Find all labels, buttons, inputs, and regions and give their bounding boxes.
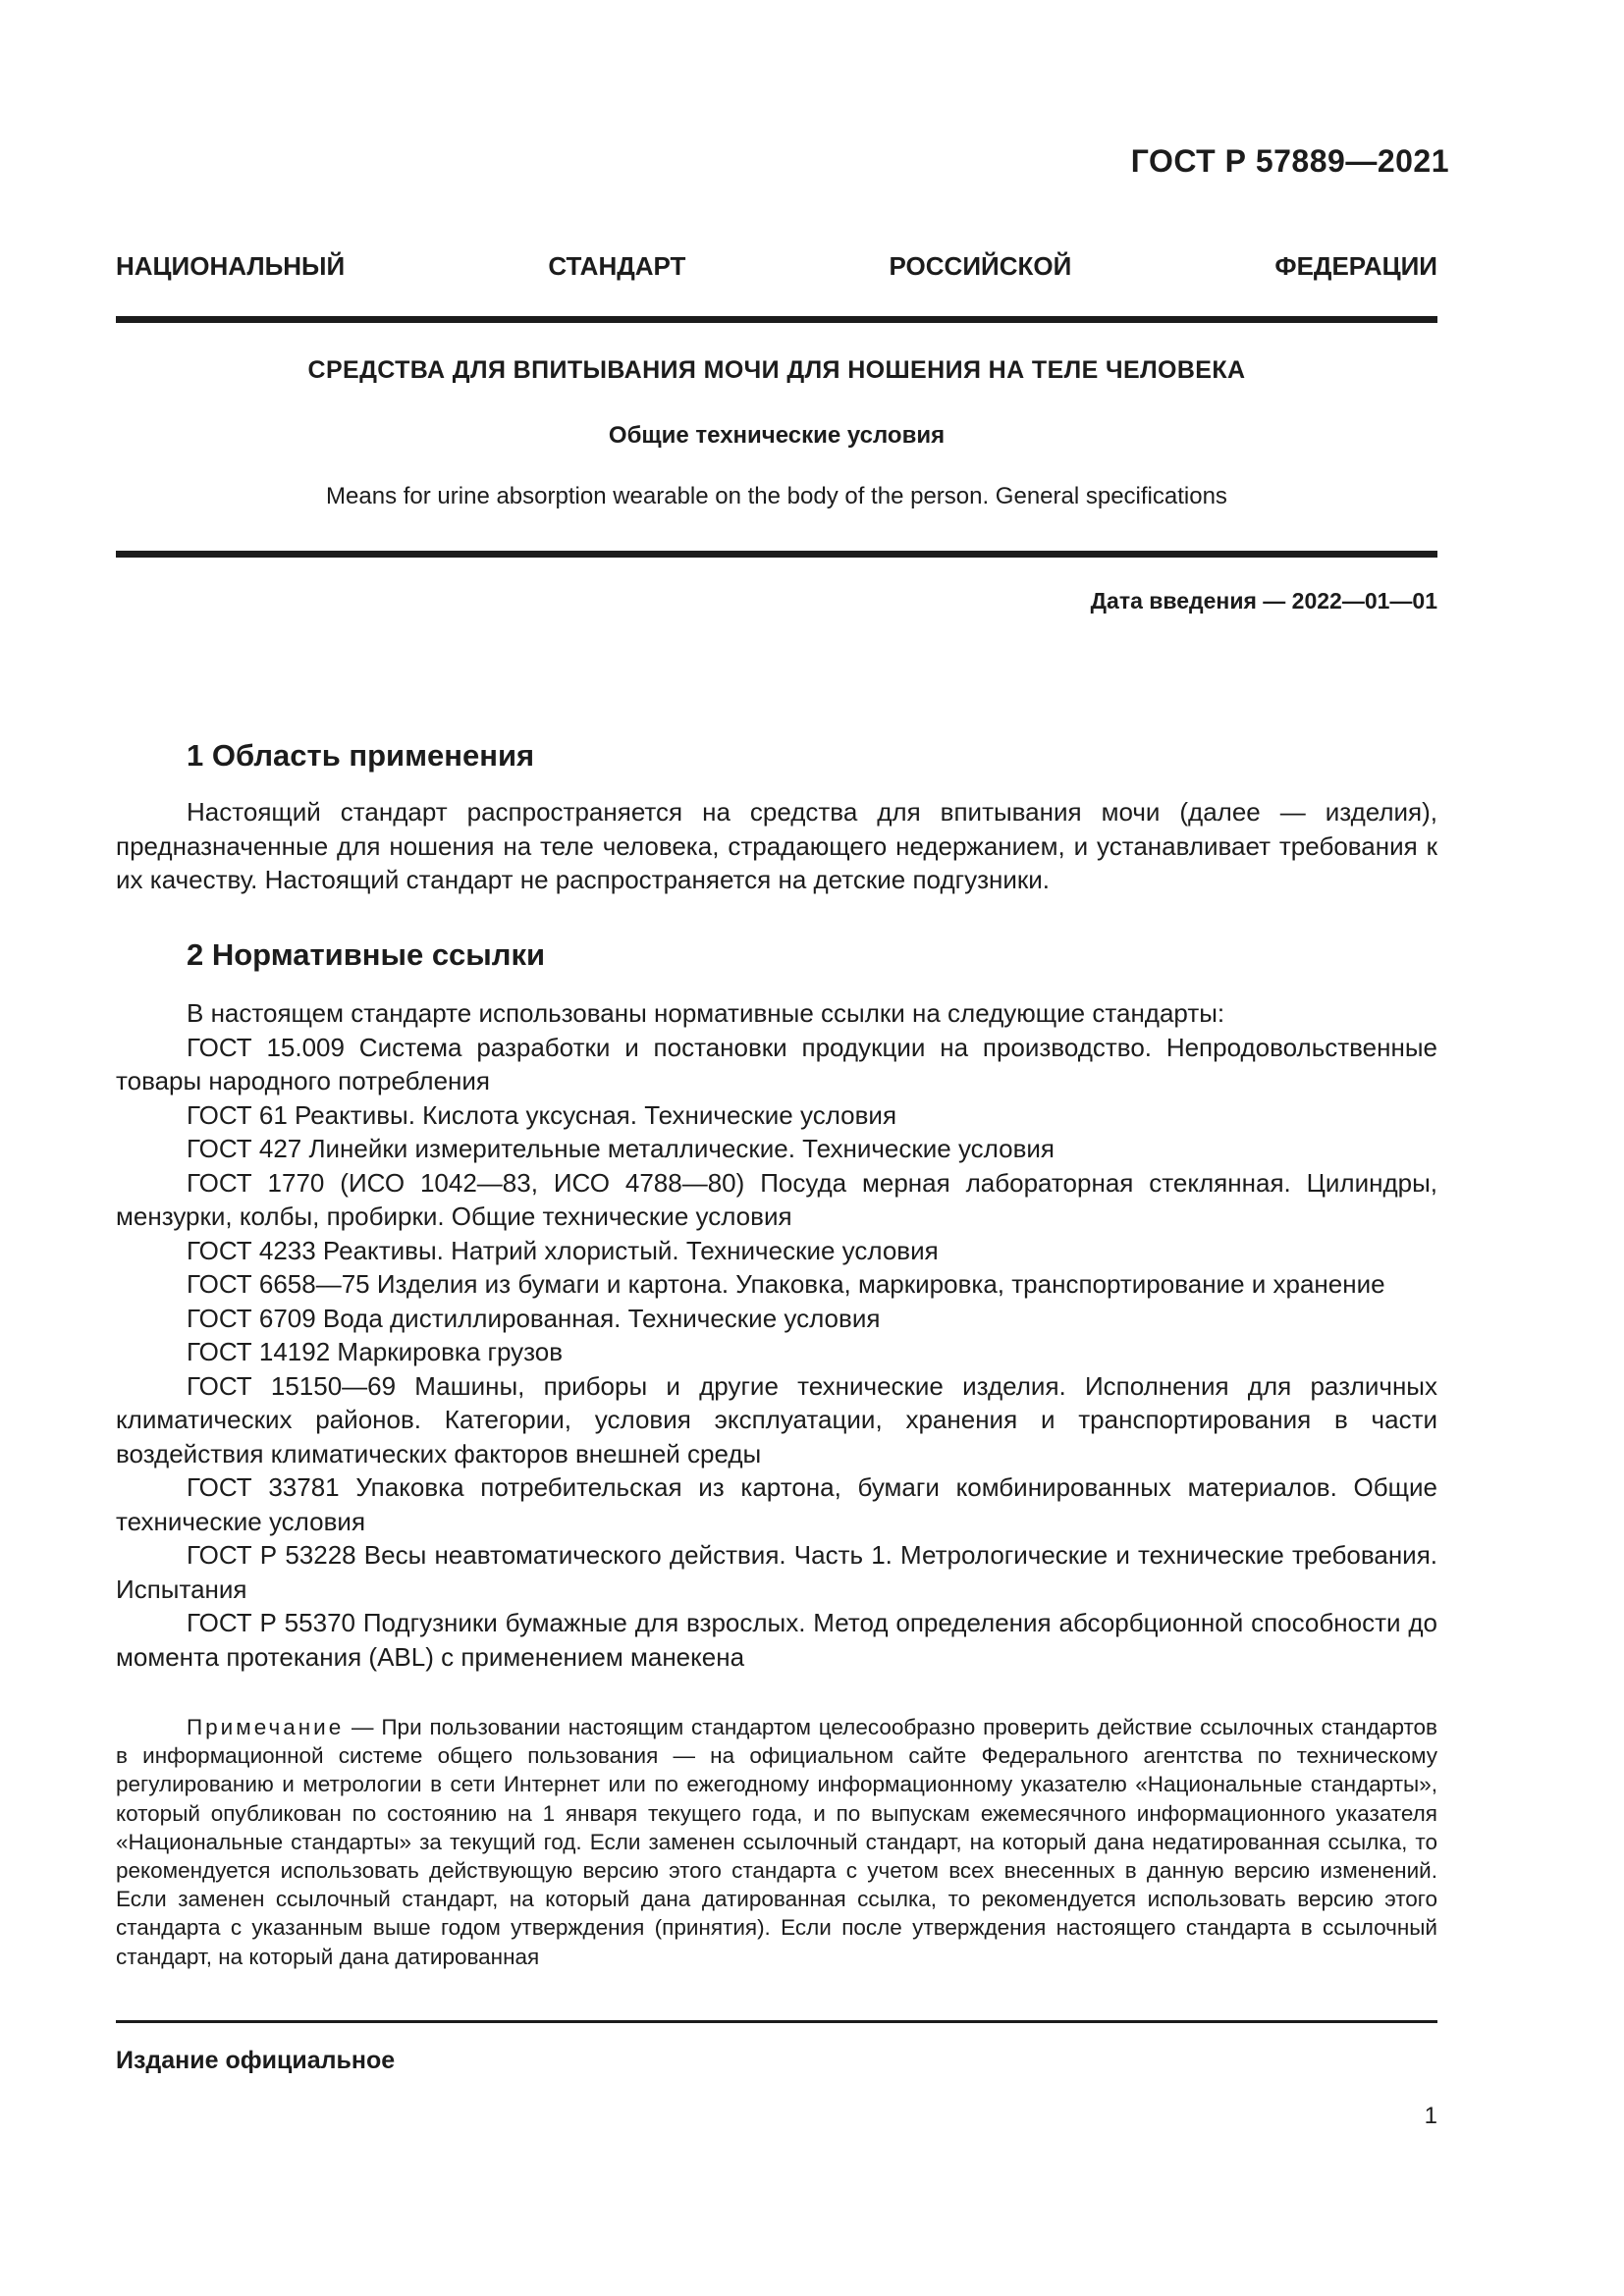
reference-item: ГОСТ Р 53228 Весы неавтоматического действия. Часть 1. Метрологические и технические требования. Испытания bbox=[116, 1540, 1437, 1604]
reference-item: ГОСТ 33781 Упаковка потребительская из картона, бумаги комбинированных материалов. Общие технические условия bbox=[116, 1472, 1437, 1536]
document-title: СРЕДСТВА ДЛЯ ВПИТЫВАНИЯ МОЧИ ДЛЯ НОШЕНИЯ НА ТЕЛЕ ЧЕЛОВЕКА bbox=[307, 356, 1246, 384]
section-1-heading: 1 Область применения bbox=[187, 738, 535, 773]
page-number: 1 bbox=[1424, 2103, 1437, 2129]
banner-word-4: ФЕДЕРАЦИИ bbox=[1274, 251, 1437, 281]
reference-item: ГОСТ 61 Реактивы. Кислота уксусная. Технические условия bbox=[187, 1099, 897, 1130]
section-1-text bbox=[116, 795, 1437, 897]
introduction-date: Дата введения — 2022—01—01 bbox=[1090, 588, 1437, 614]
header-divider bbox=[116, 316, 1437, 323]
banner-word-2: СТАНДАРТ bbox=[548, 251, 686, 281]
official-edition-label: Издание официальное bbox=[116, 2047, 396, 2074]
reference-item: ГОСТ 6658—75 Изделия из бумаги и картона. Упаковка, маркировка, транспортирование и хранение bbox=[187, 1269, 1385, 1299]
section-2-heading: 2 Нормативные ссылки bbox=[187, 937, 546, 972]
national-standard-banner bbox=[116, 251, 1437, 282]
english-title: Means for urine absorption wearable on the body of the person. General specifications bbox=[326, 483, 1227, 509]
reference-item: ГОСТ Р 55370 Подгузники бумажные для взрослых. Метод определения абсорбционной способности до момента протекания (ABL) с применением манекена bbox=[116, 1608, 1437, 1672]
banner-word-3: РОССИЙСКОЙ bbox=[889, 251, 1072, 281]
title-divider bbox=[116, 551, 1437, 558]
references-note bbox=[116, 1713, 1437, 1971]
document-code: ГОСТ Р 57889—2021 bbox=[1130, 143, 1449, 179]
reference-item: ГОСТ 4233 Реактивы. Натрий хлористый. Технические условия bbox=[187, 1235, 939, 1265]
scope-paragraph: Настоящий стандарт распространяется на средства для впитывания мочи (далее — изделия), предназначенные для ношения на теле человека, страдающего недержанием, и устанавливает требования к их качеству. Настоящий стандарт не распространяется на детские подгузники. bbox=[116, 797, 1437, 894]
reference-item: ГОСТ 15.009 Система разработки и постановки продукции на производство. Непродовольственные товары народного потребления bbox=[116, 1032, 1437, 1095]
banner-word-1: НАЦИОНАЛЬНЫЙ bbox=[116, 251, 346, 281]
reference-item: ГОСТ 427 Линейки измерительные металлические. Технические условия bbox=[187, 1134, 1055, 1163]
reference-item: ГОСТ 15150—69 Машины, приборы и другие технические изделия. Исполнения для различных климатических районов. Категории, условия эксплуатации, хранения и транспортирования в части воздействия климатических факторов внешней среды bbox=[116, 1370, 1437, 1468]
references-intro: В настоящем стандарте использованы нормативные ссылки на следующие стандарты: bbox=[187, 998, 1225, 1028]
note-text: — При пользовании настоящим стандартом целесообразно проверить действие ссылочных стандартов в информационной системе общего пользования — на официальном сайте Федерального агентства по техническому регулированию и метрологии в сети Интернет или по ежегодному информационному указателю «Национальные стандарты», который опубликован по состоянию на 1 января текущего года, и по выпускам ежемесячного информационного указателя «Национальные стандарты» за текущий год. Если заменен ссылочный стандарт, на который дана недатированная ссылка, то рекомендуется использовать действующую версию этого стандарта с учетом всех внесенных в данную версию изменений. Если заменен ссылочный стандарт, на который дана датированная ссылка, то рекомендуется использовать версию этого стандарта с указанным выше годом утверждения (принятия). Если после утверждения настоящего стандарта в ссылочный стандарт, на который дана датированная bbox=[116, 1715, 1437, 1969]
footer-divider bbox=[116, 2020, 1437, 2023]
note-paragraph bbox=[116, 1713, 1437, 1971]
document-subtitle: Общие технические условия bbox=[608, 422, 946, 449]
reference-item: ГОСТ 1770 (ИСО 1042—83, ИСО 4788—80) Посуда мерная лабораторная стеклянная. Цилиндры, мензурки, колбы, пробирки. Общие технические условия bbox=[116, 1167, 1437, 1231]
normative-references-list bbox=[116, 996, 1437, 1674]
reference-item: ГОСТ 14192 Маркировка грузов bbox=[187, 1337, 564, 1366]
note-label: Примечание bbox=[187, 1715, 345, 1739]
reference-item: ГОСТ 6709 Вода дистиллированная. Технические условия bbox=[187, 1303, 881, 1333]
